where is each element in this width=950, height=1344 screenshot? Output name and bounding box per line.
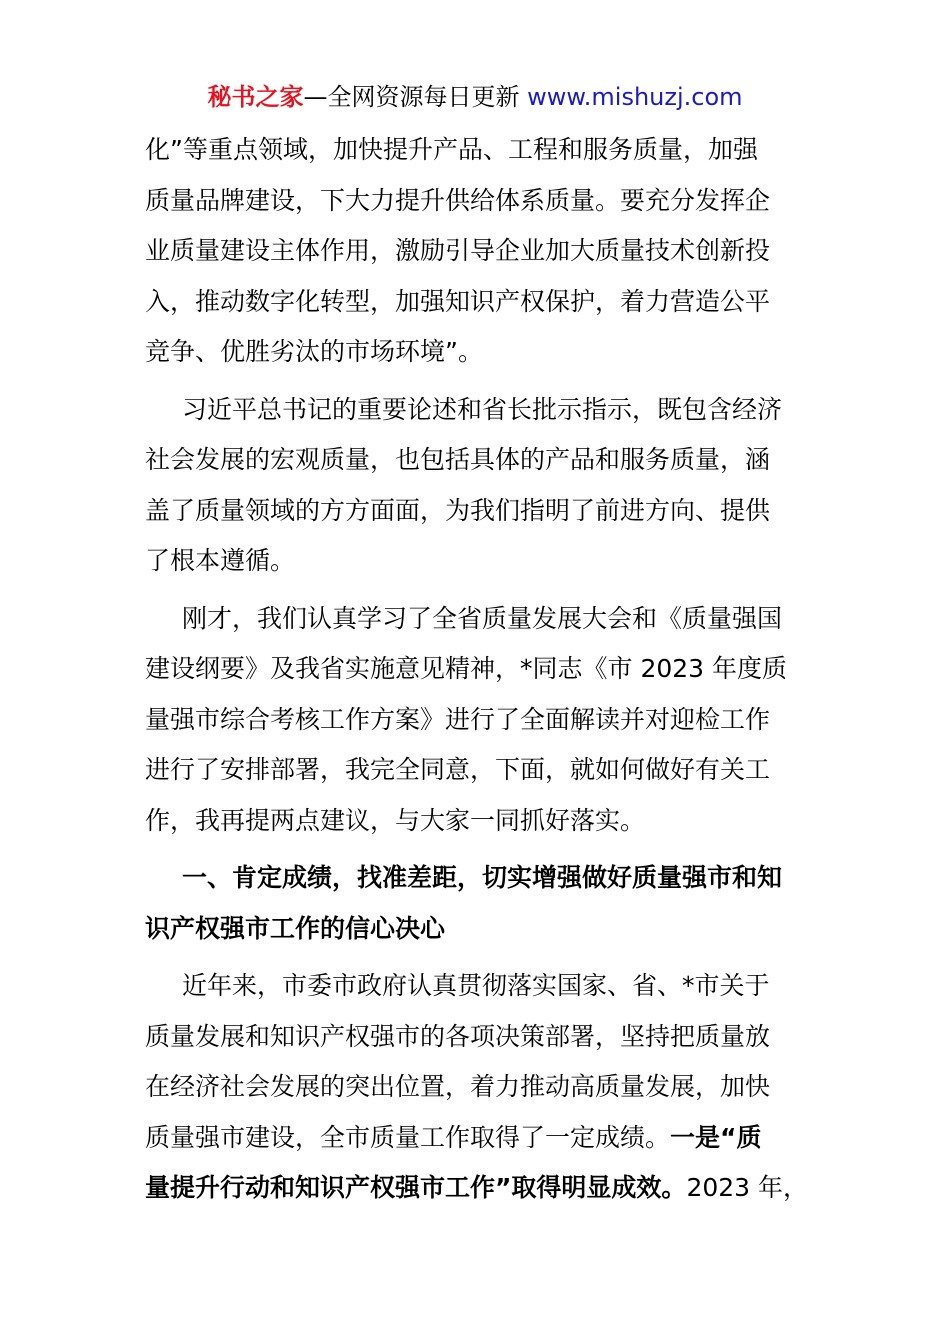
text-line: 竞争、优胜劣汰的市场环境”。 bbox=[145, 337, 483, 366]
text-line: 入，推动数字化转型，加强知识产权保护，着力营造公平 bbox=[145, 286, 771, 316]
text-line: 在经济社会发展的突出位置，着力推动高质量发展，加快 bbox=[145, 1072, 771, 1101]
site-url-link[interactable]: www.mishuzj.com bbox=[527, 83, 743, 111]
brand-name: 秘书之家 bbox=[207, 83, 304, 111]
paragraph-3 bbox=[145, 594, 810, 847]
paragraph-2 bbox=[145, 385, 810, 587]
site-header bbox=[0, 80, 950, 114]
heading-line: 识产权强市工作的信心决心 bbox=[145, 913, 446, 943]
paragraph-1 bbox=[145, 125, 810, 378]
text-line: 建设纲要》及我省实施意见精神，*同志《市 2023 年度质 bbox=[145, 654, 788, 683]
text-bold: 量提升行动和知识产权强市工作”取得明显成效。 bbox=[145, 1173, 687, 1202]
text-line: 进行了安排部署，我完全同意，下面，就如何做好有关工 bbox=[145, 755, 771, 784]
document-body bbox=[145, 125, 810, 1214]
text-line: 社会发展的宏观质量，也包括具体的产品和服务质量，涵 bbox=[145, 445, 771, 474]
text-line: 刚才，我们认真学习了全省质量发展大会和《质量强国 bbox=[182, 603, 783, 633]
text-normal: 2023 年， bbox=[686, 1173, 809, 1202]
text-line bbox=[145, 1113, 810, 1164]
text-bold: 一是“质 bbox=[670, 1122, 762, 1152]
text-line: 质量发展和知识产权强市的各项决策部署，坚持把质量放 bbox=[145, 1021, 771, 1051]
text-normal: 质量强市建设，全市质量工作取得了一定成绩。 bbox=[145, 1122, 671, 1152]
paragraph-4 bbox=[145, 961, 810, 1214]
text-line: 业质量建设主体作用，激励引导企业加大质量技术创新投 bbox=[145, 236, 771, 265]
text-line: 习近平总书记的重要论述和省长批示指示，既包含经济 bbox=[182, 394, 783, 424]
section-heading bbox=[145, 853, 810, 954]
text-line: 盖了质量领域的方方面面，为我们指明了前进方向、提供 bbox=[145, 495, 771, 525]
header-tagline: —全网资源每日更新 bbox=[303, 83, 528, 111]
text-line: 质量品牌建设，下大力提升供给体系质量。要充分发挥企 bbox=[145, 185, 771, 215]
heading-line: 一、肯定成绩，找准差距，切实增强做好质量强市和知 bbox=[182, 863, 783, 892]
text-line: 了根本遵循。 bbox=[145, 546, 296, 575]
text-line: 量强市综合考核工作方案》进行了全面解读并对迎检工作 bbox=[145, 704, 771, 734]
text-line: 化”等重点领域，加快提升产品、工程和服务质量，加强 bbox=[145, 135, 758, 164]
text-line: 近年来，市委市政府认真贯彻落实国家、省、*市关于 bbox=[182, 971, 770, 1000]
text-line: 作，我再提两点建议，与大家一同抓好落实。 bbox=[145, 805, 646, 835]
text-line bbox=[145, 1163, 810, 1214]
